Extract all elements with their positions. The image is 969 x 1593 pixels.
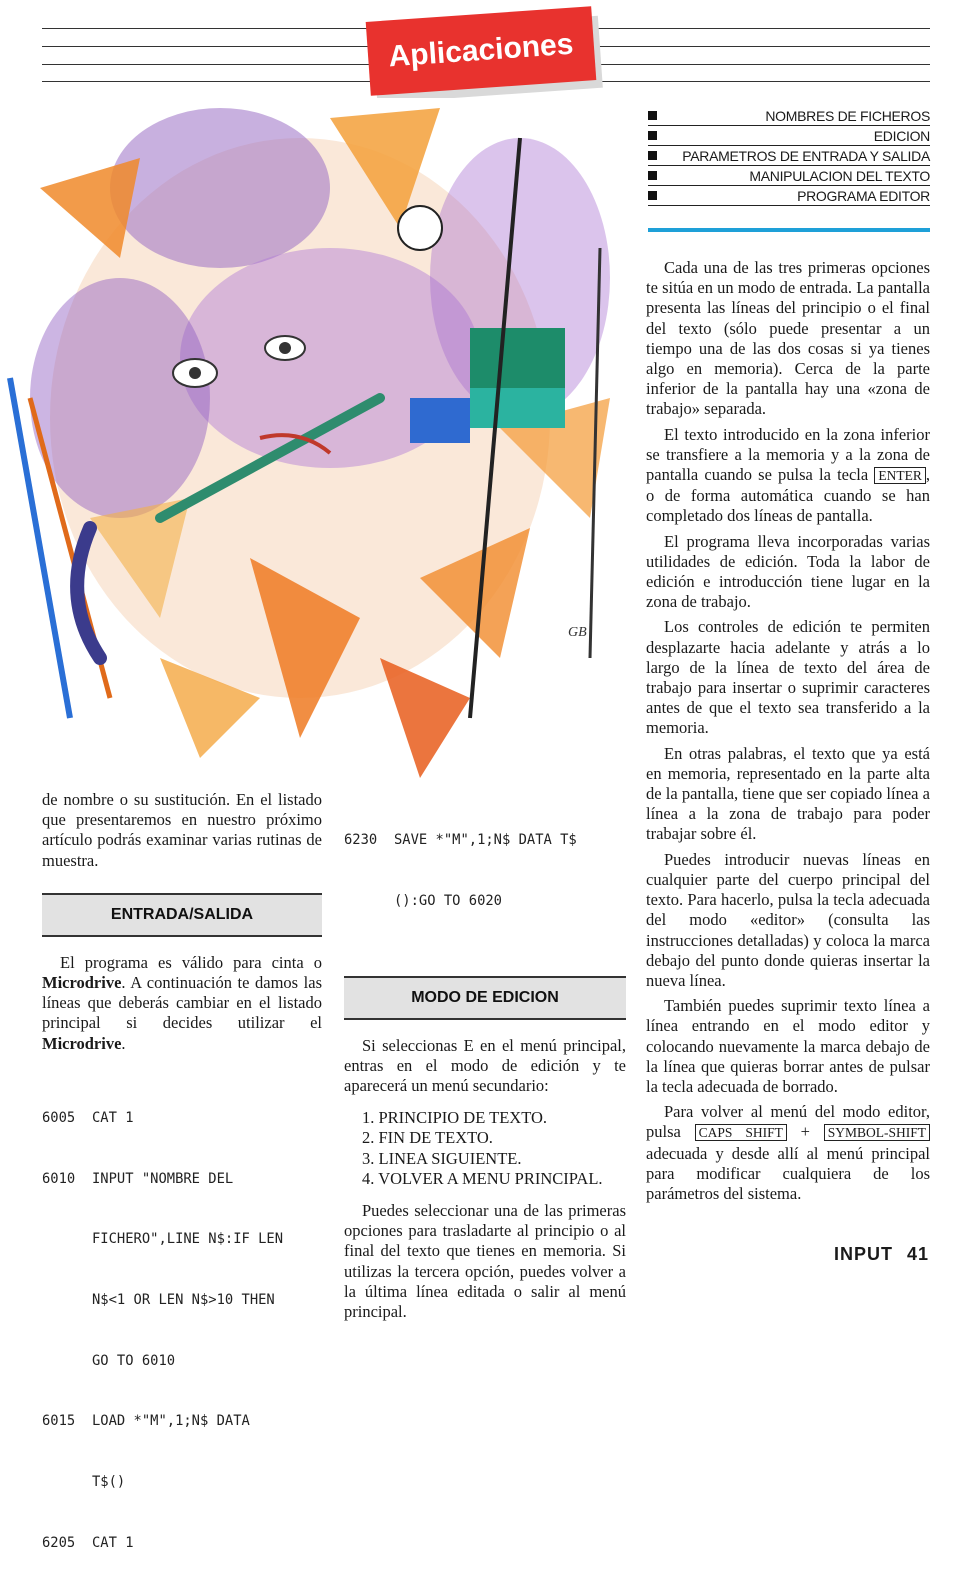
magazine-name: INPUT — [833, 1244, 893, 1264]
bullet-square-icon — [648, 131, 657, 140]
topic-item: MANIPULACION DEL TEXTO — [648, 166, 930, 186]
topic-item: PROGRAMA EDITOR — [648, 186, 930, 206]
artist-signature: GB — [568, 625, 587, 640]
bullet-square-icon — [648, 191, 657, 200]
code-line: FICHERO",LINE N$:IF LEN — [92, 1231, 284, 1248]
topic-item: NOMBRES DE FICHEROS — [648, 106, 930, 126]
symbol-shift-key: SYMBOL-SHIFT — [824, 1124, 930, 1141]
code-line: GO TO 6010 — [92, 1352, 176, 1369]
paragraph: Puedes introducir nuevas líneas en cualquier parte del cuerpo principal del texto. Para hacerlo, pulsa la tecla adecuada del modo «editor» (consulta las instrucciones detalladas) y coloca la marca debajo del punto donde quieras insertar la nueva línea. — [646, 849, 930, 990]
column-3 — [646, 258, 930, 1209]
enter-key: ENTER — [874, 467, 926, 484]
section-title: Aplicaciones — [366, 6, 597, 96]
bullet-square-icon — [648, 171, 657, 180]
code-listing — [42, 1068, 322, 1593]
paragraph: Si seleccionas E en el menú principal, entras en el modo de edición y te aparecerá un menú secundario: — [344, 1035, 626, 1096]
paragraph: En otras palabras, el texto que ya está en memoria, representado en la parte alta de la pantalla, tiene que ser copiado línea a línea a la zona de trabajo para poder trabajar sobre él. — [646, 743, 930, 844]
menu-item: 4. VOLVER A MENU PRINCIPAL. — [362, 1168, 603, 1188]
code-listing — [344, 790, 626, 952]
topics-divider — [648, 228, 930, 232]
paragraph: de nombre o su sustitución. En el listado que presentaremos en nuestro próximo artículo podrás examinar varias rutinas de muestra. — [42, 790, 322, 870]
paragraph: El texto introducido en la zona inferior se transfiere a la memoria y a la zona de pantalla cuando se pulsa la tecla ENTER , o de forma automática cuando se han completado dos líneas de pantalla. — [646, 424, 930, 526]
menu-item: 1. PRINCIPIO DE TEXTO. — [362, 1108, 548, 1128]
section-heading-modo-edicion: MODO DE EDICION — [344, 976, 626, 1020]
menu-item: 3. LINEA SIGUIENTE. — [362, 1148, 522, 1168]
watercolor-illustration — [0, 98, 632, 790]
code-line: 6005 CAT 1 — [42, 1110, 134, 1127]
code-line: 6230 SAVE *"M",1;N$ DATA T$ — [344, 832, 577, 849]
topic-item: PARAMETROS DE ENTRADA Y SALIDA — [648, 146, 930, 166]
bullet-square-icon — [648, 151, 657, 160]
edit-menu-list — [344, 1108, 626, 1189]
section-heading-entrada-salida: ENTRADA/SALIDA — [42, 893, 322, 937]
page-footer — [834, 1244, 929, 1265]
topics-list — [648, 106, 930, 206]
code-line: 6015 LOAD *"M",1;N$ DATA — [42, 1413, 250, 1430]
bullet-square-icon — [648, 111, 657, 120]
section-banner — [366, 6, 597, 96]
topic-item: EDICION — [648, 126, 930, 146]
paragraph: Puedes seleccionar una de las primeras opciones para trasladarte al principio o al final del texto que tienes en memoria. Si utilizas la tercera opción, puedes volver a la última línea editada o salir al menú principal. — [344, 1201, 626, 1322]
page-number: 41 — [906, 1244, 929, 1264]
illustration-art — [0, 98, 632, 790]
menu-item: 2. FIN DE TEXTO. — [362, 1128, 493, 1148]
paragraph: El programa lleva incorporadas varias utilidades de edición. Toda la labor de edición e introducción tiene lugar en la zona de trabajo. — [646, 531, 930, 612]
column-2 — [344, 790, 626, 1327]
code-line: ():GO TO 6020 — [394, 893, 502, 910]
code-line: 6010 INPUT "NOMBRE DEL — [42, 1170, 234, 1187]
caps-shift-key: CAPS SHIFT — [695, 1124, 787, 1141]
code-line: 6205 CAT 1 — [42, 1534, 134, 1551]
paragraph: Cada una de las tres primeras opciones te sitúa en un modo de entrada. La pantalla presenta las líneas del principio o el final del texto (sólo puede presentar a un tiempo una de las dos cosas si ya tienes algo en memoria). Cerca de la parte inferior de la pantalla hay una «zona de trabajo» separada. — [646, 258, 930, 419]
paragraph: Para volver al menú del modo editor, pulsa CAPS SHIFT + SYMBOL-SHIFT adecuada y desde allí al menú principal para modificar cualquiera de los parámetros del sistema. — [646, 1102, 930, 1203]
paragraph: Los controles de edición te permiten desplazarte hacia adelante y atrás a lo largo de la línea de texto del área de trabajo para insertar o suprimir caracteres antes de que el texto sea transferido a la memoria. — [646, 617, 930, 738]
column-1 — [42, 790, 322, 1593]
paragraph: El programa es válido para cinta o Microdrive. A continuación te damos las líneas que deberás cambiar en el listado principal si decides utilizar el Microdrive. — [42, 952, 322, 1053]
code-line: T$() — [92, 1473, 126, 1490]
code-line: N$<1 OR LEN N$>10 THEN — [92, 1292, 275, 1309]
paragraph: También puedes suprimir texto línea a línea entrando en el modo editor y colocando nuevamente la marca debajo de la línea que quieras borrar antes de pulsar la tecla adecuada de borrado. — [646, 996, 930, 1096]
